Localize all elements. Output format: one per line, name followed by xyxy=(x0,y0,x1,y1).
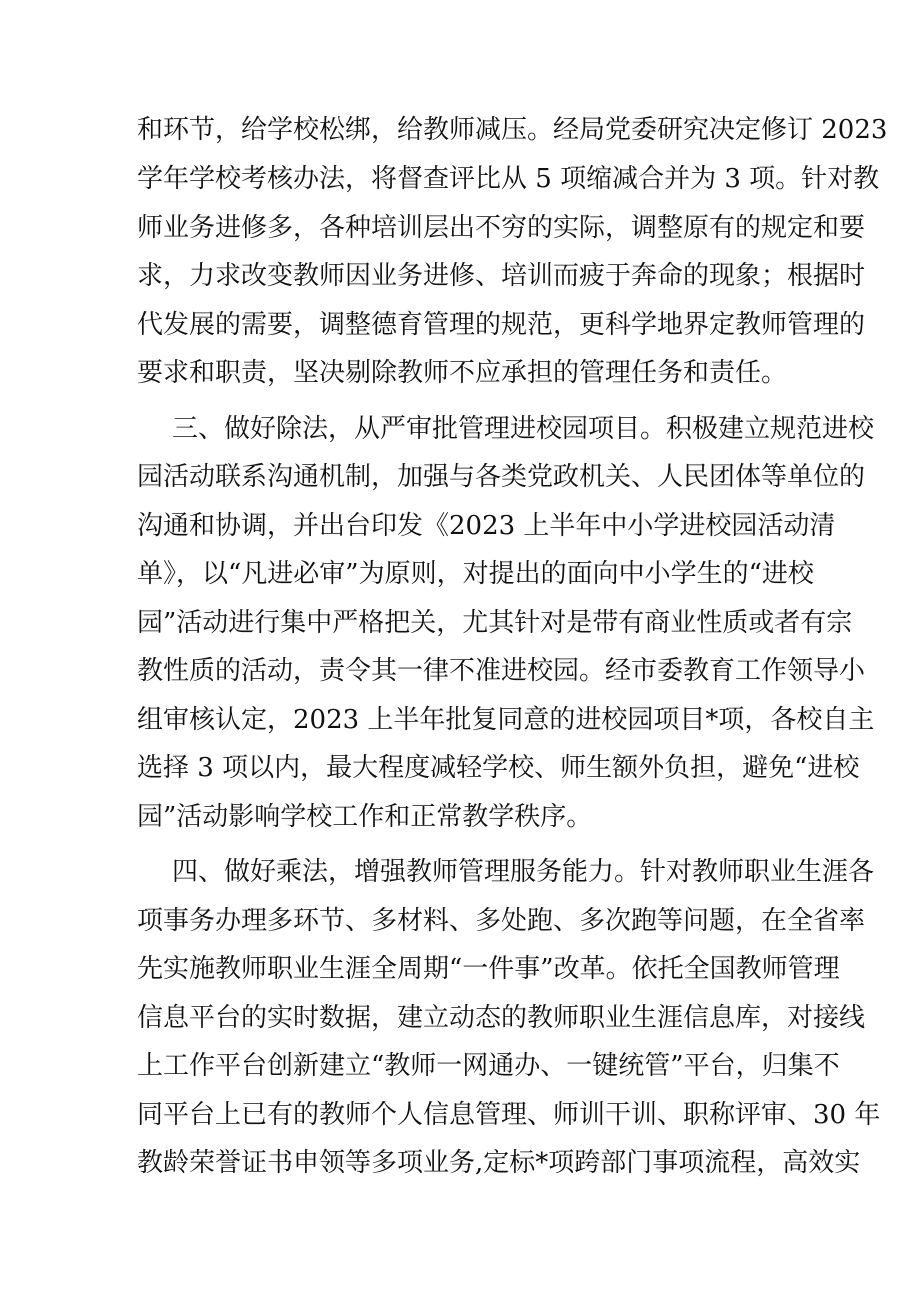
paragraph-2-line-5: 园”活动进行集中严格把关，尤其针对是带有商业性质或者有宗 xyxy=(137,608,853,638)
paragraph-3-line-7: 教龄荣誉证书申领等多项业务,定标*项跨部门事项流程，高效实 xyxy=(137,1148,861,1178)
paragraph-2-line-1: 三、做好除法，从严审批管理进校园项目。积极建立规范进校 xyxy=(172,414,875,444)
paragraph-2-line-3: 沟通和协调，并出台印发《2023 上半年中小学进校园活动清 xyxy=(137,511,836,541)
paragraph-1-line-3: 师业务进修多，各种培训层出不穷的实际，调整原有的规定和要 xyxy=(137,213,866,243)
paragraph-3-line-6: 同平台上已有的教师个人信息管理、师训干训、职称评审、30 年 xyxy=(137,1100,881,1130)
paragraph-3-line-4: 信息平台的实时数据，建立动态的教师职业生涯信息库，对接线 xyxy=(137,1003,866,1033)
paragraph-3-line-2: 项事务办理多环节、多材料、多处跑、多次跑等问题，在全省率 xyxy=(137,906,866,936)
paragraph-1-line-6: 要求和职责，坚决剔除教师不应承担的管理任务和责任。 xyxy=(137,358,788,388)
paragraph-2-line-4: 单》，以“凡进必审”为原则，对提出的面向中小学生的“进校 xyxy=(137,559,814,589)
paragraph-3-line-3: 先实施教师职业生涯全周期“一件事”改革。依托全国教师管理 xyxy=(137,954,840,984)
paragraph-3-line-1: 四、做好乘法，增强教师管理服务能力。针对教师职业生涯各 xyxy=(172,857,875,887)
paragraph-2-line-7: 组审核认定，2023 上半年批复同意的进校园项目*项，各校自主 xyxy=(137,705,875,735)
paragraph-2-line-2: 园活动联系沟通机制，加强与各类党政机关、人民团体等单位的 xyxy=(137,462,866,492)
paragraph-1-line-4: 求，力求改变教师因业务进修、培训而疲于奔命的现象；根据时 xyxy=(137,261,866,291)
paragraph-3-line-5: 上工作平台创新建立“教师一网通办、一键统管”平台，归集不 xyxy=(137,1051,840,1081)
paragraph-1-line-2: 学年学校考核办法，将督查评比从 5 项缩减合并为 3 项。针对教 xyxy=(137,164,880,194)
paragraph-1-line-5: 代发展的需要，调整德育管理的规范，更科学地界定教师管理的 xyxy=(137,310,866,340)
paragraph-2-line-8: 选择 3 项以内，最大程度减轻学校、师生额外负担，避免“进校 xyxy=(137,753,860,783)
paragraph-1-line-1: 和环节，给学校松绑，给教师减压。经局党委研究决定修订 2023 xyxy=(137,115,888,145)
paragraph-2-line-9: 园”活动影响学校工作和正常教学秩序。 xyxy=(137,802,593,832)
paragraph-2-line-6: 教性质的活动，责令其一律不准进校园。经市委教育工作领导小 xyxy=(137,656,866,686)
